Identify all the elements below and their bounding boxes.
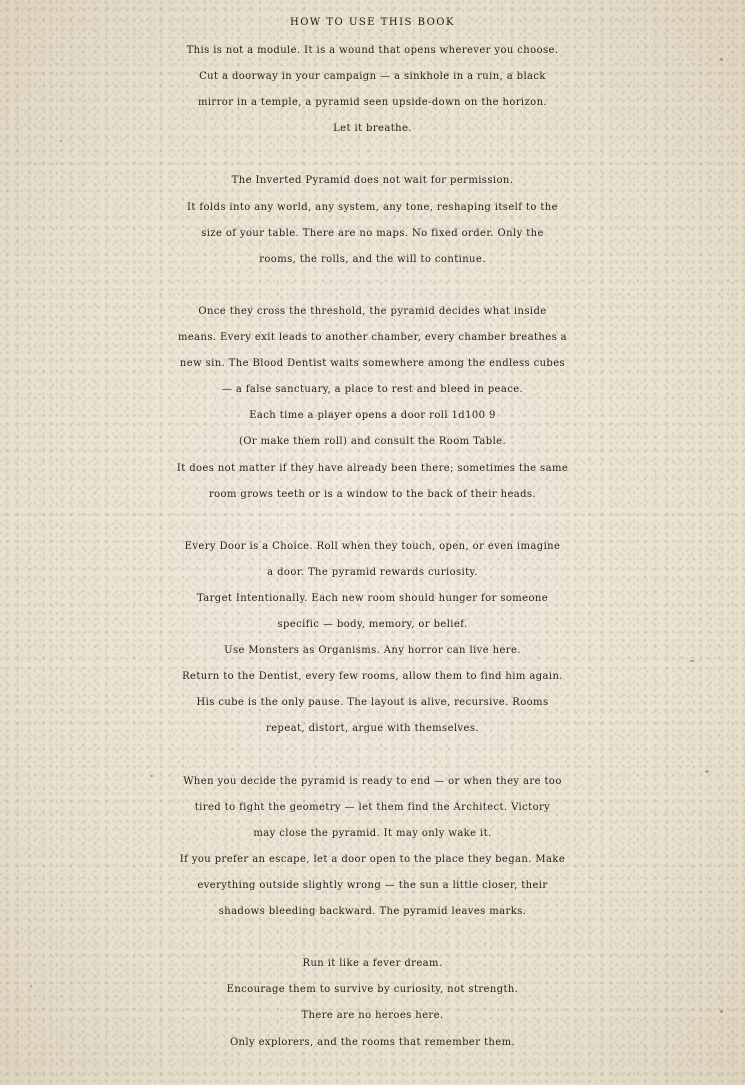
text-line: His cube is the only pause. The layout is alive, recursive. Rooms (196, 697, 549, 709)
text-line: Cut a doorway in your campaign — a sinkhole in a ruin, a black (199, 71, 546, 83)
paragraph-gap (0, 925, 745, 951)
text-line: This is not a module. It is a wound that opens wherever you choose. (186, 45, 559, 56)
text-line: Once they cross the threshold, the pyramid decides what inside (198, 305, 547, 317)
paragraph-ending (0, 769, 745, 926)
paragraph-closing (0, 951, 745, 1055)
text-line: everything outside slightly wrong — the sun a little closer, their (197, 880, 548, 891)
paragraph-threshold (0, 299, 745, 508)
text-line: When you decide the pyramid is ready to end — or when they are too (183, 775, 562, 787)
paper-speck (30, 985, 32, 987)
text-line: specific — body, memory, or belief. (277, 619, 468, 631)
paragraph-gap (0, 508, 745, 534)
text-line: Only explorers, and the rooms that remember them. (229, 1036, 516, 1048)
text-line: shadows bleeding backward. The pyramid leaves marks. (218, 906, 527, 918)
text-line: rooms, the rolls, and the will to continue. (259, 253, 486, 265)
text-line: There are no heroes here. (301, 1010, 444, 1022)
text-line: tired to fight the geometry — let them find the Architect. Victory (194, 801, 551, 813)
paragraph-gap (0, 142, 745, 168)
paragraph-guidelines (0, 534, 745, 743)
text-line: Target Intentionally. Each new room should hunger for someone (196, 592, 549, 604)
text-line: Return to the Dentist, every few rooms, allow them to find him again. (182, 671, 563, 683)
paragraph-gap (0, 743, 745, 769)
text-line: mirror in a temple, a pyramid seen upside-down on the horizon. (197, 97, 548, 109)
text-line: Let it breathe. (333, 123, 412, 135)
text-line: It does not matter if they have already been there; sometimes the same (176, 462, 569, 474)
paper-speck (720, 58, 723, 61)
text-line: — a false sanctuary, a place to rest and bleed in peace. (221, 384, 524, 396)
document-page (0, 8, 745, 1056)
text-line: a door. The pyramid rewards curiosity. (267, 566, 478, 578)
text-line: repeat, distort, argue with themselves. (266, 723, 479, 735)
text-line: (Or make them roll) and consult the Room Table. (238, 436, 507, 448)
text-line: If you prefer an escape, let a door open to the place they began. Make (179, 853, 566, 865)
paragraph-intro (0, 38, 745, 142)
text-line: Every Door is a Choice. Roll when they touch, open, or even imagine (184, 540, 561, 552)
text-line: Run it like a fever dream. (302, 958, 443, 970)
text-line: new sin. The Blood Dentist waits somewhere among the endless cubes (179, 358, 566, 370)
text-line: may close the pyramid. It may only wake it. (253, 827, 492, 839)
paper-speck (150, 775, 153, 777)
paper-speck (690, 660, 695, 662)
text-line: means. Every exit leads to another chamber, every chamber breathes a (177, 332, 568, 344)
text-line: Each time a player opens a door roll 1d100 9 (249, 410, 496, 422)
paper-speck (705, 770, 709, 773)
text-line: Use Monsters as Organisms. Any horror can live here. (224, 645, 521, 657)
text-line: It folds into any world, any system, any tone, reshaping itself to the (187, 201, 558, 213)
text-line: room grows teeth or is a window to the back of their heads. (208, 488, 537, 500)
text-line: Encourage them to survive by curiosity, not strength. (226, 984, 519, 996)
paragraph-inverted-pyramid (0, 168, 745, 272)
page-title: HOW TO USE THIS BOOK (290, 17, 455, 28)
paragraph-gap (0, 273, 745, 299)
paper-speck (60, 140, 62, 142)
text-line: size of your table. There are no maps. No fixed order. Only the (201, 227, 544, 239)
paper-speck (720, 1010, 723, 1013)
text-line: The Inverted Pyramid does not wait for permission. (231, 175, 514, 187)
